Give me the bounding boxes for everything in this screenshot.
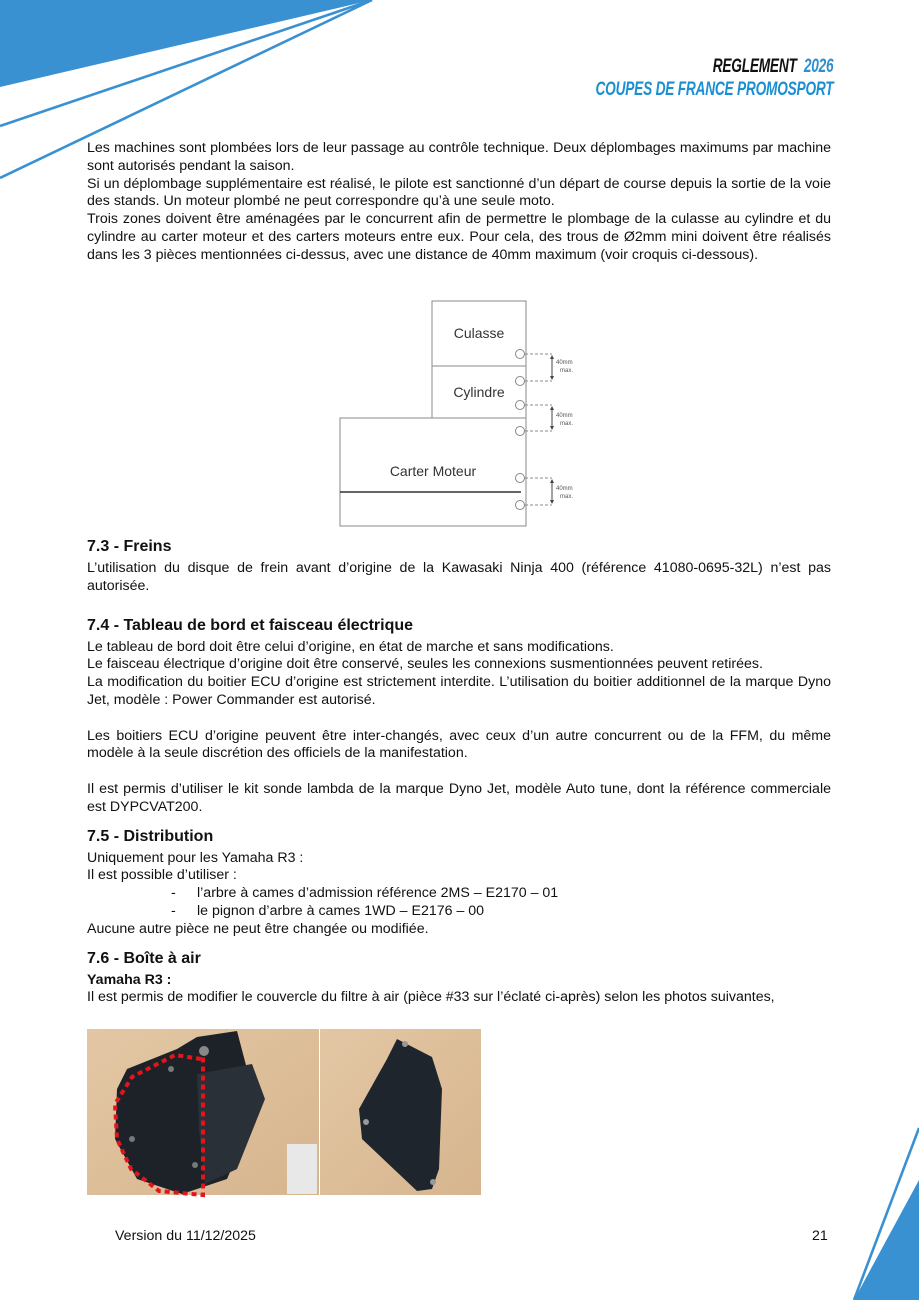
dimension-label-max: max.: [560, 421, 574, 427]
tableau-paragraph-2: Le faisceau électrique d’origine doit être conservé, seules les connexions susmentionnées peuvent retirées.: [87, 656, 763, 673]
tableau-paragraph-5: Il est permis d’utiliser le kit sonde lambda de la marque Dyno Jet, modèle Auto tune, dont la référence commerciale est DYPCVAT200.: [87, 780, 831, 815]
header-year: 2026: [803, 56, 833, 77]
airbox-photo-cover: [320, 1029, 481, 1195]
diagram-label-cylindre: Cylindre: [453, 384, 505, 400]
footer-decoration-stripes: [840, 1120, 919, 1300]
tableau-paragraph-4: Les boitiers ECU d’origine peuvent être inter-changés, avec ceux d’un autre concurrent ou de la FFM, du même modèle à la seule discrétion des officiels de la manifestation.: [87, 727, 831, 762]
dimension-label: 40mm: [556, 413, 573, 419]
section-title-boite-a-air: 7.6 - Boîte à air: [87, 949, 201, 967]
distribution-paragraph-3: Aucune autre pièce ne peut être changée ou modifiée.: [87, 920, 429, 937]
intro-paragraph-3: Trois zones doivent être aménagées par le concurrent afin de permettre le plombage de la culasse au cylindre et du cylindre au carter moteur et des carters moteurs entre eux. Pour cela, des trous de Ø2mm mini doivent être réalisés dans les 3 pièces mentionnées ci-dessus, avec une distance de 40mm maximum (voir croquis ci-dessous).: [87, 211, 831, 263]
header-subtitle: COUPES DE FRANCE PROMOSPORT: [595, 79, 833, 100]
tableau-paragraph-1: Le tableau de bord doit être celui d’origine, en état de marche et sans modifications.: [87, 638, 614, 655]
distribution-paragraph-2: Il est possible d’utiliser :: [87, 867, 237, 884]
tableau-paragraph-3: La modification du boitier ECU d’origine est strictement interdite. L’utilisation du boitier additionnel de la marque Dyno Jet, modèle : Power Commander est autorisé.: [87, 674, 831, 708]
section-title-freins: 7.3 - Freins: [87, 538, 172, 555]
header-title: REGLEMENT: [712, 56, 797, 77]
airbox-photo-modified: [87, 1029, 319, 1195]
distribution-paragraph-1: Uniquement pour les Yamaha R3 :: [87, 849, 304, 866]
sealing-diagram: [338, 298, 588, 530]
footer-version: Version du 11/12/2025: [115, 1228, 256, 1244]
list-item: - l’arbre à cames d’admission référence 2MS – E2170 – 01: [171, 885, 559, 902]
list-item: - le pignon d’arbre à cames 1WD – E2176 – 00: [171, 902, 485, 919]
boite-text: Il est permis de modifier le couvercle du filtre à air (pièce #33 sur l’éclaté ci-après) selon les photos suivantes,: [87, 989, 775, 1006]
document-header: [595, 56, 833, 102]
intro-paragraph-1: Les machines sont plombées lors de leur passage au contrôle technique. Deux déplombages maximums par machine sont autorisés pendant la saison.: [87, 140, 831, 174]
dimension-label: 40mm: [556, 360, 573, 366]
page-number: 21: [812, 1228, 828, 1244]
airbox-photos: [87, 1029, 487, 1199]
boite-subtitle: Yamaha R3 :: [87, 971, 172, 988]
dimension-label-max: max.: [560, 494, 574, 500]
sections-content: [87, 537, 831, 1007]
section-title-tableau: 7.4 - Tableau de bord et faisceau électrique: [87, 616, 414, 634]
freins-text: L’utilisation du disque de frein avant d’origine de la Kawasaki Ninja 400 (référence 41080-0695-32L) n’est pas autorisée.: [87, 560, 831, 594]
dimension-label-max: max.: [560, 368, 574, 374]
section-title-distribution: 7.5 - Distribution: [87, 827, 214, 845]
dimension-label: 40mm: [556, 486, 573, 492]
diagram-label-culasse: Culasse: [453, 325, 505, 341]
page-content: [87, 140, 831, 265]
intro-paragraph-2: Si un déplombage supplémentaire est réalisé, le pilote est sanctionné d’un départ de course depuis la sortie de la voie des stands. Un moteur plombé ne peut correspondre qu’à une seule moto.: [87, 175, 831, 210]
distribution-list: [87, 885, 831, 921]
diagram-label-carter: Carter Moteur: [389, 463, 477, 479]
